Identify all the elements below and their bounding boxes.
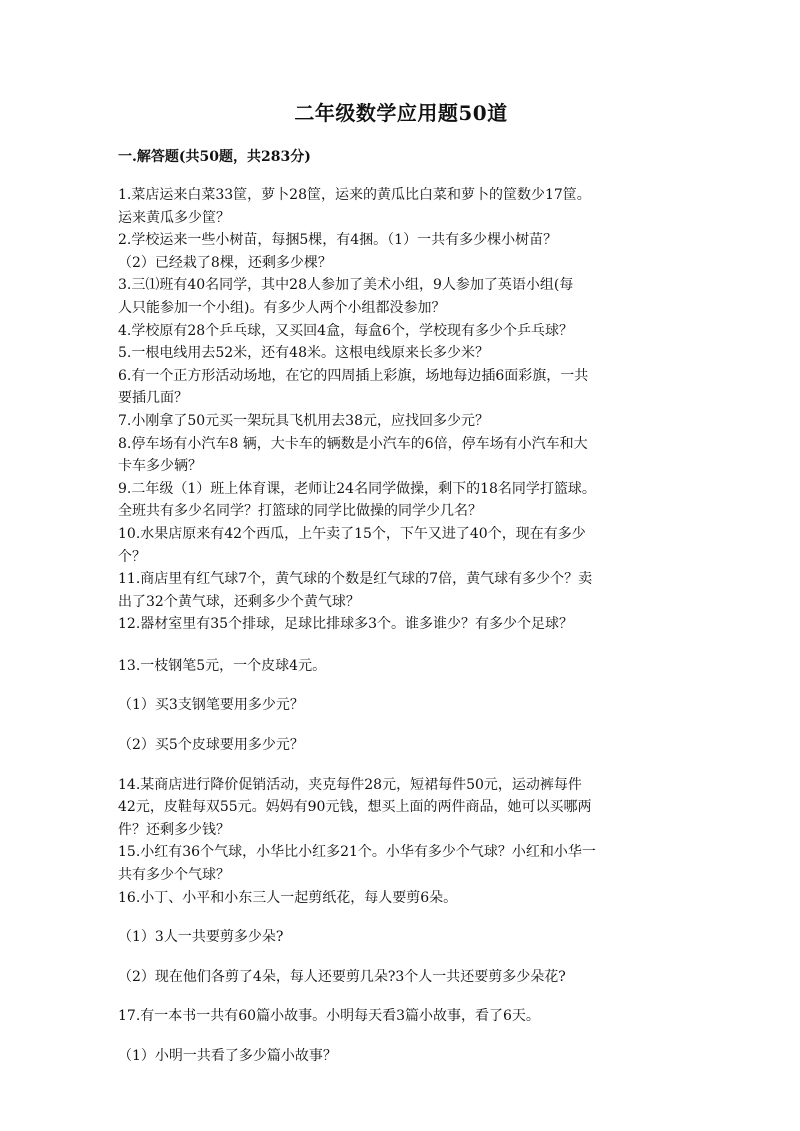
question-13: 13.一枝钢笔5元，一个皮球4元。: [118, 657, 327, 674]
paragraph-gap: [118, 1028, 684, 1045]
paragraph-gap: [118, 909, 684, 926]
question-16: 16.小丁、小平和小东三人一起剪纸花，每人要剪6朵。: [118, 889, 458, 906]
question-14-line-2: 42元，皮鞋每双55元。妈妈有90元钱，想买上面的两件商品，她可以买哪两: [118, 799, 592, 816]
question-11-line-2: 出了32个黄气球，还剩多少个黄气球？: [118, 593, 360, 610]
question-9-line-2: 全班共有多少名同学？打篮球的同学比做操的同学少几名？: [118, 503, 482, 520]
question-13-part-2: （2）买5个皮球要用多少元？: [118, 737, 304, 754]
question-13-part-1: （1）买3支钢笔要用多少元？: [118, 697, 304, 714]
question-15-line-2: 共有多少个气球？: [118, 867, 230, 884]
question-1-line-1: 1.菜店运来白菜33筐，萝卜28筐，运来的黄瓜比白菜和萝卜的筐数少17筐。: [118, 187, 591, 203]
paragraph-gap: [118, 757, 684, 774]
question-17-part-1: （1）小明一共看了多少篇小故事？: [118, 1048, 337, 1064]
question-10-line-1: 10.水果店原来有42个西瓜，上午卖了15个，下午又进了40个，现在有多少: [118, 525, 586, 542]
paragraph-gap: [118, 988, 684, 1005]
question-14-line-1: 14.某商店进行降价促销活动，夹克每件28元，短裙每件50元，运动裤每件: [118, 776, 582, 793]
question-1-line-2: 运来黄瓜多少筐？: [118, 209, 230, 226]
question-15-line-1: 15.小红有36个气球，小华比小红多21个。小华有多少个气球？小红和小华一: [118, 844, 596, 861]
section-heading: 一.解答题(共50题，共283分): [118, 149, 311, 165]
question-6-line-2: 要插几面？: [118, 390, 188, 407]
paragraph-gap: [118, 717, 684, 734]
paragraph-gap: [118, 677, 684, 694]
question-2-line-1: 2.学校运来一些小树苗，每捆5棵，有4捆。（1）一共有多少棵小树苗？: [118, 232, 558, 249]
question-4: 4.学校原有28个乒乓球，又买回4盒，每盒6个，学校现有多少个乒乓球？: [118, 322, 573, 339]
question-10-line-2: 个？: [118, 548, 146, 565]
question-3-line-1: 3.三⑴班有40名同学，其中28人参加了美术小组，9人参加了英语小组(每: [118, 277, 574, 294]
question-3-line-2: 人只能参加一个小组)。有多少人两个小组都没参加？: [118, 299, 446, 316]
question-16-part-1: （1）3人一共要剪多少朵?: [118, 929, 284, 946]
question-5: 5.一根电线用去52米，还有48米。这根电线原来长多少米？: [118, 345, 489, 362]
question-17: 17.有一本书一共有60篇小故事。小明每天看3篇小故事，看了6天。: [118, 1008, 540, 1025]
question-7: 7.小刚拿了50元买一架玩具飞机用去38元，应找回多少元？: [118, 412, 489, 429]
question-12: 12.器材室里有35个排球，足球比排球多3个。谁多谁少？有多少个足球？: [118, 616, 573, 633]
question-8-line-2: 卡车多少辆？: [118, 458, 202, 475]
paragraph-gap: [118, 949, 684, 966]
question-list: [118, 184, 684, 1068]
question-2-line-2: （2）已经栽了8棵，还剩多少棵？: [118, 254, 332, 271]
question-6-line-1: 6.有一个正方形活动场地，在它的四周插上彩旗，场地每边插6面彩旗，一共: [118, 367, 589, 384]
question-8-line-1: 8.停车场有小汽车8 辆，大卡车的辆数是小汽车的6倍，停车场有小汽车和大: [118, 435, 588, 452]
question-14-line-3: 件？还剩多少钱？: [118, 821, 230, 838]
question-9-line-1: 9.二年级（1）班上体育课，老师让24名同学做操，剩下的18名同学打篮球。: [118, 480, 596, 497]
question-11-line-1: 11.商店里有红气球7个，黄气球的个数是红气球的7倍，黄气球有多少个？卖: [118, 571, 593, 588]
document-title: 二年级数学应用题50道: [294, 101, 508, 125]
paragraph-gap: [118, 636, 684, 655]
question-16-part-2: （2）现在他们各剪了4朵，每人还要剪几朵?3个人一共还要剪多少朵花?: [118, 968, 566, 985]
